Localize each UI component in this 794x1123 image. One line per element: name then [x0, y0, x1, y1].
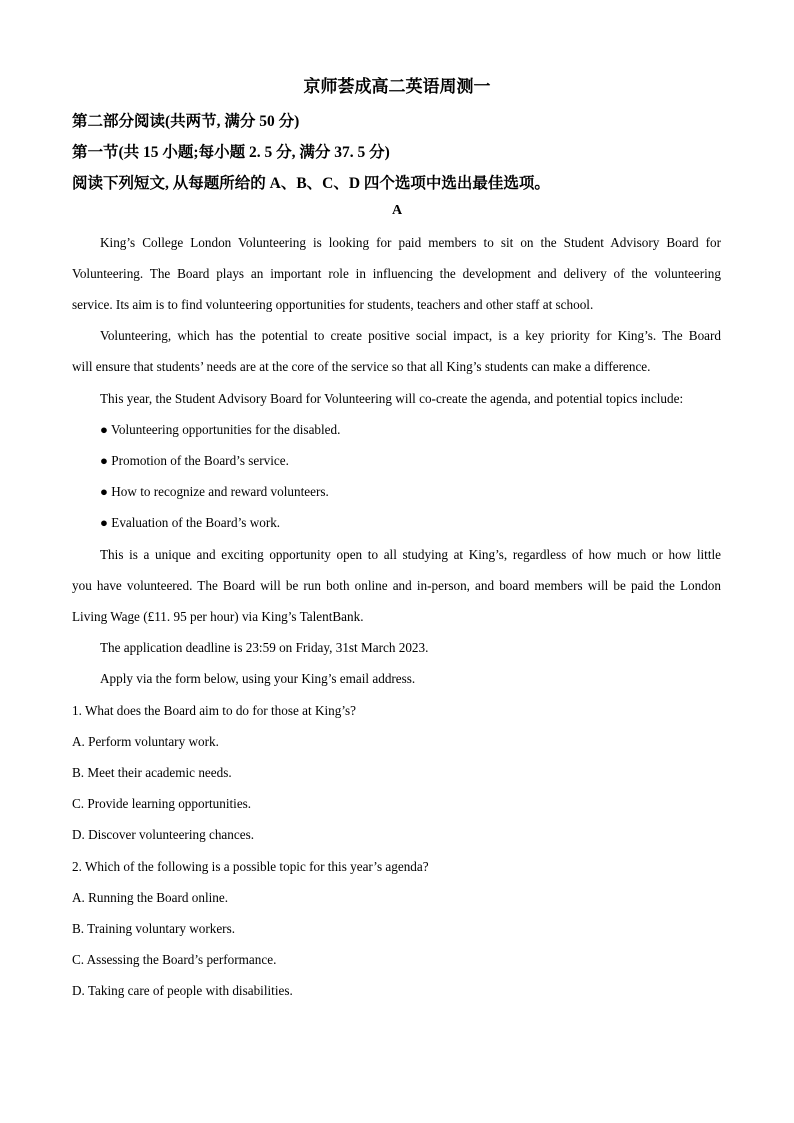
subsection-header: 第一节(共 15 小题;每小题 2. 5 分, 满分 37. 5 分) — [72, 144, 390, 161]
passage-line: The application deadline is 23:59 on Friday, 31st March 2023. — [100, 640, 429, 655]
answer-option: B. Training voluntary workers. — [72, 921, 236, 936]
answer-option: A. Running the Board online. — [72, 890, 229, 905]
answer-option: C. Provide learning opportunities. — [72, 796, 252, 811]
answer-option: B. Meet their academic needs. — [72, 765, 232, 780]
passage-line: Volunteering. The Board plays an important role in influencing the development and delivery of the volunteering — [72, 266, 721, 281]
bullet-item: ● Promotion of the Board’s service. — [100, 453, 289, 468]
answer-option: D. Discover volunteering chances. — [72, 827, 254, 842]
answer-option: C. Assessing the Board’s performance. — [72, 952, 277, 967]
passage-line: Volunteering, which has the potential to create positive social impact, is a key priority for King’s. The Board — [100, 328, 721, 343]
question-stem: 1. What does the Board aim to do for those at King’s? — [72, 703, 356, 718]
passage-line: King’s College London Volunteering is looking for paid members to sit on the Student Advisory Board for — [100, 235, 721, 250]
page-title: 京师荟成高二英语周测一 — [303, 77, 491, 96]
bullet-item: ● How to recognize and reward volunteers. — [100, 484, 329, 499]
instruction: 阅读下列短文, 从每题所给的 A、B、C、D 四个选项中选出最佳选项。 — [72, 175, 550, 192]
passage-line: service. Its aim is to find volunteering opportunities for students, teachers and other staff at school. — [72, 297, 594, 312]
bullet-item: ● Evaluation of the Board’s work. — [100, 515, 281, 530]
bullet-item: ● Volunteering opportunities for the disabled. — [100, 422, 341, 437]
passage-line: Apply via the form below, using your King’s email address. — [100, 671, 416, 686]
passage-line: This year, the Student Advisory Board for Volunteering will co-create the agenda, and potential topics include: — [100, 391, 684, 406]
passage-line: This is a unique and exciting opportunity open to all studying at King’s, regardless of how much or how little — [100, 547, 721, 562]
passage-line: you have volunteered. The Board will be run both online and in-person, and board members will be paid the London — [72, 578, 721, 593]
passage-line: Living Wage (£11. 95 per hour) via King’s TalentBank. — [72, 609, 364, 624]
answer-option: D. Taking care of people with disabilities. — [72, 983, 293, 998]
question-stem: 2. Which of the following is a possible topic for this year’s agenda? — [72, 859, 429, 874]
passage-line: will ensure that students’ needs are at the core of the service so that all King’s students can make a difference. — [72, 359, 651, 374]
section-header: 第二部分阅读(共两节, 满分 50 分) — [72, 113, 300, 130]
answer-option: A. Perform voluntary work. — [72, 734, 219, 749]
passage-label: A — [391, 203, 403, 218]
